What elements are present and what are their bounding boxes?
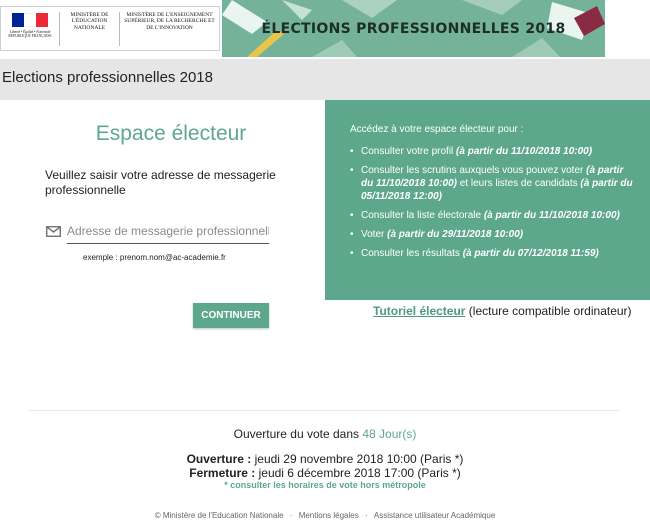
marianne-text: Liberté • Égalité • Fraternité RÉPUBLIQUE FRANÇAISE <box>8 30 52 38</box>
email-input[interactable] <box>67 218 269 244</box>
list-item: • Consulter votre profil (à partir du 11/10/2018 10:00) <box>350 145 635 158</box>
login-instruction: Veuillez saisir votre adresse de messagerie professionnelle <box>45 168 276 197</box>
info-list <box>350 145 635 266</box>
list-item: • Consulter les scrutins auxquels vous pouvez voter (à partir du 11/10/2018 10:00) et leurs listes de candidats (à partir du 05/11/2018 12:00) <box>350 164 635 203</box>
tutorial-note: (lecture compatible ordinateur) <box>465 304 632 318</box>
login-title: Espace électeur <box>95 122 247 145</box>
page-topbar <box>0 59 650 100</box>
ministry-logo[interactable] <box>0 6 220 51</box>
tutorial-line <box>373 304 632 318</box>
page-title: Elections professionnelles 2018 <box>2 69 213 86</box>
legal-link[interactable]: Mentions légales <box>298 511 359 520</box>
banner-title: ÉLECTIONS PROFESSIONNELLES 2018 <box>261 21 566 37</box>
envelope-icon <box>46 226 61 237</box>
info-intro: Accédez à votre espace électeur pour : <box>350 124 524 135</box>
elections-banner <box>222 0 605 57</box>
ministry-education-label: MINISTÈRE DE L'ÉDUCATION NATIONALE <box>59 12 117 46</box>
copyright: © Ministère de l'Education Nationale <box>154 511 284 520</box>
countdown-days: 48 Jour(s) <box>362 427 417 441</box>
divider <box>28 410 620 411</box>
ministry-higher-ed-label: MINISTÈRE DE L'ENSEIGNEMENT SUPÉRIEUR, DE LA RECHERCHE ET DE L'INNOVATION <box>119 12 217 46</box>
opening-date: Ouverture : jeudi 29 novembre 2018 10:00 (Paris *) <box>186 452 464 466</box>
site-header <box>0 0 650 58</box>
info-panel-corner <box>325 279 347 300</box>
french-flag-icon <box>12 13 48 27</box>
tutorial-link[interactable]: Tutoriel électeur <box>373 304 466 318</box>
site-footer: © Ministère de l'Education Nationale · Mentions légales · Assistance utilisateur Académique <box>154 511 496 520</box>
support-link[interactable]: Assistance utilisateur Académique <box>373 511 496 520</box>
list-item: • Consulter la liste électorale (à partir du 11/10/2018 10:00) <box>350 209 635 222</box>
list-item: • Consulter les résultats (à partir du 07/12/2018 11:59) <box>350 247 635 260</box>
list-item: • Voter (à partir du 29/11/2018 10:00) <box>350 228 635 241</box>
vote-dates <box>0 452 650 480</box>
email-example: exemple : prenom.nom@ac-academie.fr <box>83 253 226 262</box>
overseas-hours-link[interactable]: * consulter les horaires de vote hors métropole <box>224 480 426 490</box>
marianne-logo <box>7 12 53 46</box>
info-panel <box>325 100 650 300</box>
vote-countdown: Ouverture du vote dans 48 Jour(s) <box>233 427 417 441</box>
login-panel <box>0 100 324 340</box>
closing-date: Fermeture : jeudi 6 décembre 2018 17:00 (Paris *) <box>189 466 461 480</box>
continue-button[interactable]: CONTINUER <box>193 303 269 328</box>
